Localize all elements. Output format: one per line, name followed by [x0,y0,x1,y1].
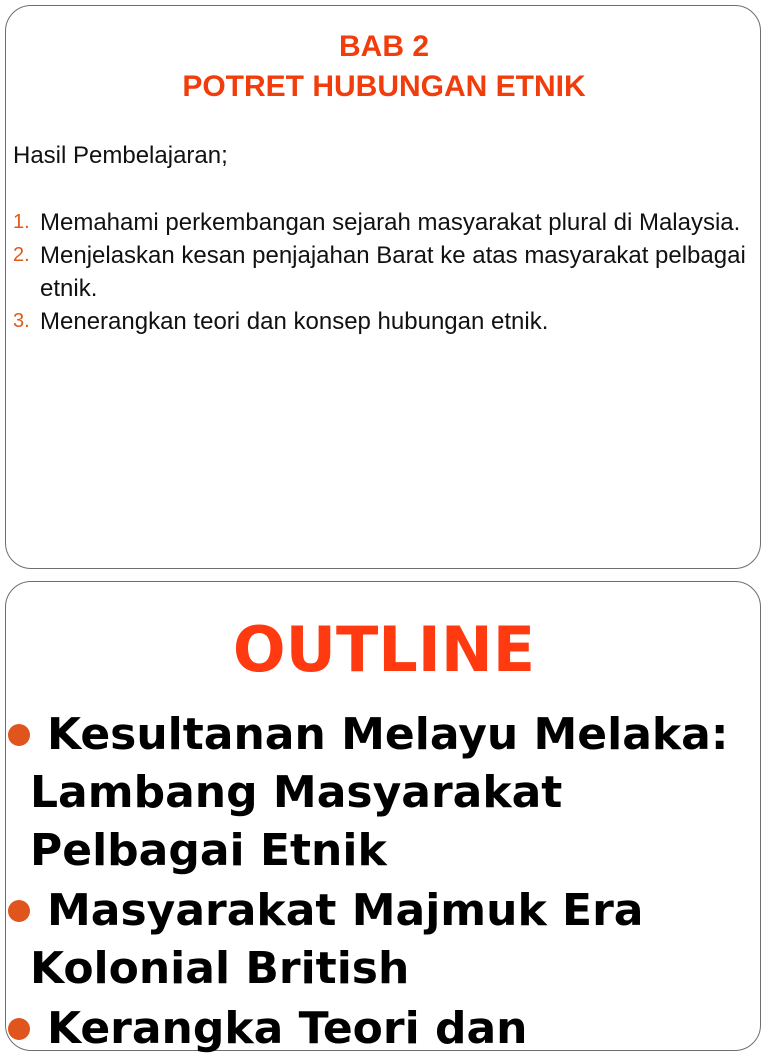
bullet-dot-icon [8,900,30,922]
outcome-number: 1. [13,211,30,233]
learning-outcomes-list [13,206,749,338]
outline-item-text: Masyarakat Majmuk Era Kolonial British [30,885,644,994]
outline-item-text: Kesultanan Melayu Melaka: Lambang Masyarakat Pelbagai Etnik [30,709,729,876]
outcome-text: Menjelaskan kesan penjajahan Barat ke atas masyarakat pelbagai etnik. [40,242,746,302]
outline-item-text: Kerangka Teori dan [47,1003,528,1054]
learning-outcome-item [13,206,749,239]
outcome-text: Menerangkan teori dan konsep hubungan etnik. [40,308,549,335]
outline-title: OUTLINE [232,613,536,686]
bullet-dot-icon [8,724,30,746]
outcome-number: 3. [13,310,30,332]
outline-item [8,1000,760,1058]
outline-list [8,706,760,1060]
slide-title-chapter: BAB 2 [338,30,429,63]
learning-outcome-item [13,239,749,305]
outcome-number: 2. [13,244,30,266]
learning-outcomes-heading: Hasil Pembelajaran; [13,142,228,169]
bullet-dot-icon [8,1018,30,1040]
slide-title-topic: POTRET HUBUNGAN ETNIK [182,70,586,103]
outline-item [8,882,760,998]
outline-item [8,706,760,880]
learning-outcome-item [13,305,749,338]
outcome-text: Memahami perkembangan sejarah masyarakat plural di Malaysia. [40,209,741,236]
